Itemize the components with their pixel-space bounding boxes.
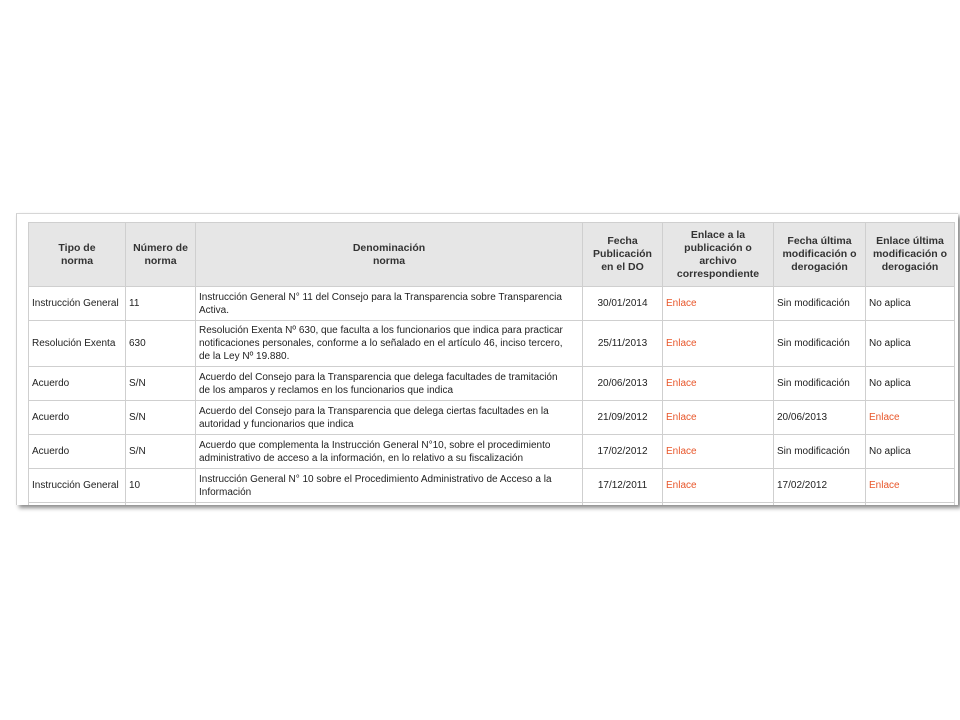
cell-numero: 630 [126,321,196,367]
cell-fecha: 30/01/2014 [583,287,663,321]
cell-fecha-mod: Sin modificación [774,321,866,367]
document-frame [16,213,958,505]
cell-numero: S/N [126,435,196,469]
cell-denominacion: Instrucción General N° 10 sobre el Procedimiento Administrativo de Acceso a la Información [196,469,583,503]
cell-fecha: 25/11/2013 [583,321,663,367]
publication-link[interactable]: Enlace [666,378,697,389]
cell-denominacion: Acuerdo del Consejo para la Transparencia que delega facultades de tramitación de los amparos y reclamos en los funcionarios que indica [196,367,583,401]
header-tipo: Tipo de norma [29,223,126,287]
table-row-partial [29,503,955,506]
table-row [29,435,955,469]
table-row [29,367,955,401]
header-fecha-publicacion: Fecha Publicación en el DO [583,223,663,287]
cell-fecha-mod: 20/06/2013 [774,401,866,435]
cell-tipo: Resolución Exenta [29,321,126,367]
cell-denominacion: Resolución Exenta Nº 630, que faculta a los funcionarios que indica para practicar notificaciones personales, conforme a lo señalado en el artículo 46, inciso tercero, de la Ley Nº 19.880. [196,321,583,367]
cell-denominacion: Acuerdo que complementa la Instrucción General N°10, sobre el procedimiento administrativo de acceso a la información, en lo relativo a su fiscalización [196,435,583,469]
cell-tipo: Instrucción General [29,287,126,321]
cell-numero: 11 [126,287,196,321]
cell-fecha: 17/12/2011 [583,469,663,503]
header-enlace-publicacion: Enlace a la publicación o archivo correspondiente [663,223,774,287]
cell-enlace-mod: No aplica [866,287,955,321]
cell-fecha-mod: Sin modificación [774,435,866,469]
cell-numero: S/N [126,367,196,401]
publication-link[interactable]: Enlace [666,412,697,423]
publication-link[interactable]: Enlace [666,480,697,491]
publication-link[interactable]: Enlace [666,298,697,309]
table-row [29,321,955,367]
cell-enlace-mod: No aplica [866,367,955,401]
cell-fecha-mod: Sin modificación [774,287,866,321]
cell-fecha: 17/02/2012 [583,435,663,469]
header-enlace-modificacion: Enlace última modificación o derogación [866,223,955,287]
norms-table [28,222,955,505]
table-header-row [29,223,955,287]
cell-denominacion: Acuerdo del Consejo para la Transparencia que delega ciertas facultades en la autoridad y funcionarios que indica [196,401,583,435]
publication-link[interactable]: Enlace [666,446,697,457]
table-row [29,401,955,435]
table-row [29,287,955,321]
cell-tipo: Acuerdo [29,367,126,401]
cell-tipo: Acuerdo [29,435,126,469]
cell-denominacion: Instrucción General N° 11 del Consejo para la Transparencia sobre Transparencia Activa. [196,287,583,321]
publication-link[interactable]: Enlace [666,338,697,349]
header-denominacion: Denominación norma [196,223,583,287]
cell-enlace-mod: No aplica [866,435,955,469]
header-fecha-modificacion: Fecha última modificación o derogación [774,223,866,287]
modification-link[interactable]: Enlace [869,480,900,491]
cell-fecha: 21/09/2012 [583,401,663,435]
table-row [29,469,955,503]
cell-numero: 10 [126,469,196,503]
cell-tipo: Acuerdo [29,401,126,435]
cell-fecha: 20/06/2013 [583,367,663,401]
cell-fecha-mod: 17/02/2012 [774,469,866,503]
cell-tipo: Instrucción General [29,469,126,503]
header-numero: Número de norma [126,223,196,287]
cell-fecha-mod: Sin modificación [774,367,866,401]
modification-link[interactable]: Enlace [869,412,900,423]
cell-enlace-mod: No aplica [866,321,955,367]
cell-numero: S/N [126,401,196,435]
